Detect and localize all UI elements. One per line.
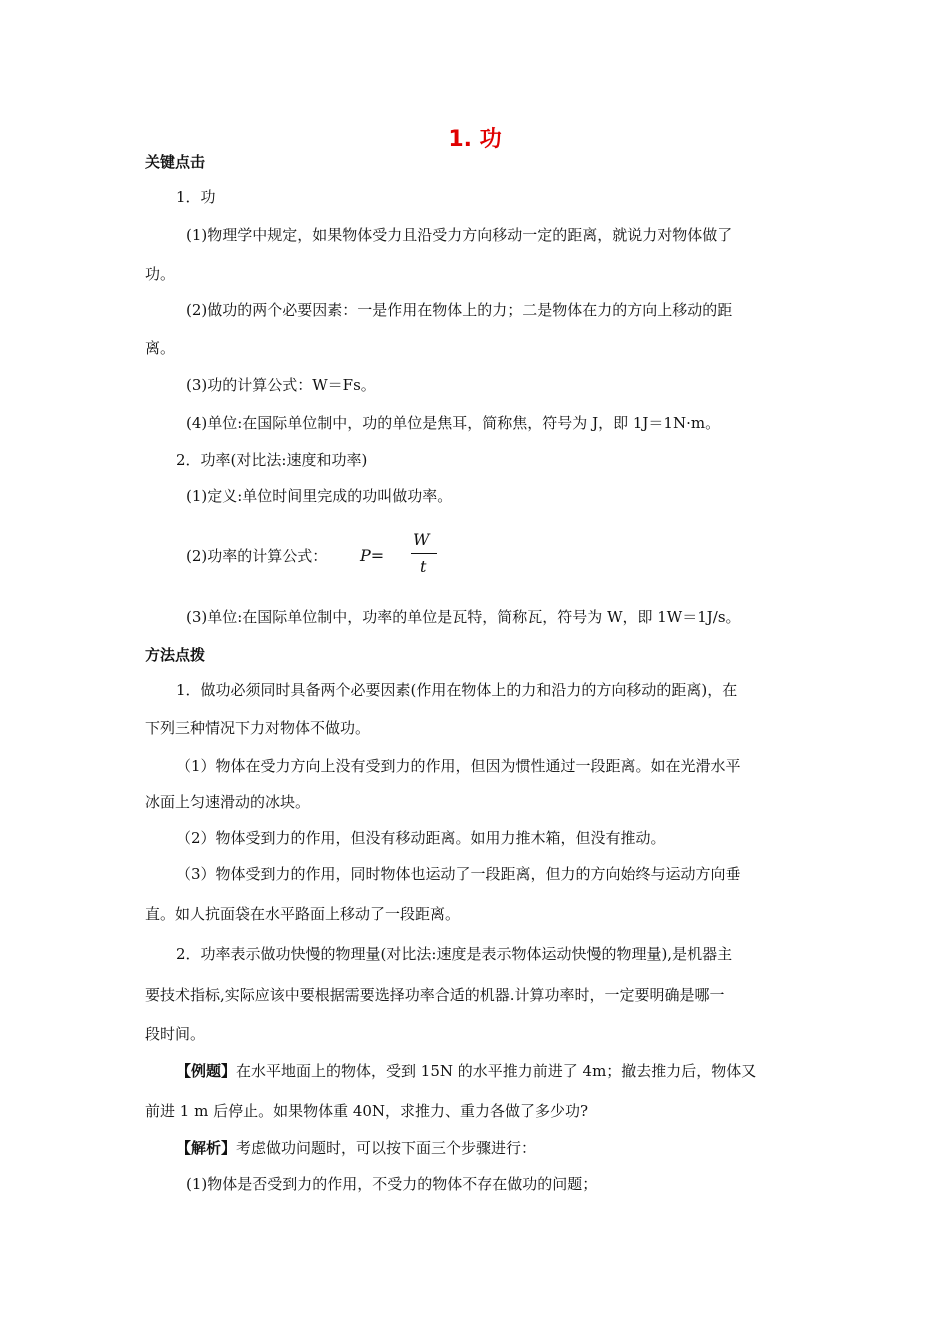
analysis-step-1: (1)物体是否受到力的作用，不受力的物体不存在做功的问题； — [186, 1175, 598, 1193]
method-1a-line-1: （1）物体在受力方向上没有受到力的作用，但因为惯性通过一段距离。如在光滑水平 — [176, 757, 741, 775]
method-2-line-1: 2．功率表示做功快慢的物理量(对比法:速度是表示物体运动快慢的物理量),是机器主 — [176, 945, 733, 963]
page-title: 1. 功 — [448, 127, 502, 152]
key-point-1-1-line-2: 功。 — [145, 265, 176, 283]
method-1-line-1: 1．做功必须同时具备两个必要因素(作用在物体上的力和沿力的方向移动的距离)，在 — [176, 681, 738, 699]
formula-lhs: P= — [360, 546, 385, 565]
formula-numerator: W — [413, 530, 430, 549]
section-heading-methods: 方法点拨 — [145, 646, 206, 664]
example-line-1 — [176, 1061, 841, 1081]
key-point-1-1-line-1: (1)物理学中规定，如果物体受力且沿受力方向移动一定的距离，就说力对物体做了 — [186, 226, 733, 244]
analysis-tag: 【解析】 — [176, 1139, 237, 1157]
power-formula — [360, 530, 450, 578]
method-2-line-2: 要技术指标,实际应该中要根据需要选择功率合适的机器.计算功率时，一定要明确是哪一 — [145, 986, 725, 1004]
method-2-line-3: 段时间。 — [145, 1025, 206, 1043]
method-1a-line-2: 冰面上匀速滑动的冰块。 — [145, 793, 311, 811]
key-point-2-2-label: (2)功率的计算公式： — [186, 547, 328, 565]
method-1c-line-1: （3）物体受到力的作用，同时物体也运动了一段距离，但力的方向始终与运动方向垂 — [176, 865, 741, 883]
key-point-1-2-line-1: (2)做功的两个必要因素：一是作用在物体上的力；二是物体在力的方向上移动的距 — [186, 301, 733, 319]
key-point-item-2-title: 2．功率(对比法:速度和功率) — [176, 451, 368, 469]
section-heading-key-points: 关键点击 — [145, 153, 206, 171]
example-tag: 【例题】 — [176, 1062, 237, 1080]
key-point-item-1-title: 1．功 — [176, 188, 216, 206]
method-1-line-2: 下列三种情况下力对物体不做功。 — [145, 719, 371, 737]
key-point-1-2-line-2: 离。 — [145, 339, 176, 357]
example-line-2: 前进 1 m 后停止。如果物体重 40N，求推力、重力各做了多少功? — [145, 1102, 589, 1120]
fraction-bar — [411, 553, 437, 554]
key-point-2-3: (3)单位:在国际单位制中，功率的单位是瓦特，简称瓦，符号为 W，即 1W＝1J/s。 — [186, 608, 741, 626]
method-1b: （2）物体受到力的作用，但没有移动距离。如用力推木箱，但没有推动。 — [176, 829, 666, 847]
analysis-text: 考虑做功问题时，可以按下面三个步骤进行： — [236, 1139, 537, 1157]
example-text: 在水平地面上的物体，受到 15N 的水平推力前进了 4m；撤去推力后，物体又 — [236, 1062, 757, 1080]
key-point-1-4: (4)单位:在国际单位制中，功的单位是焦耳，简称焦，符号为 J，即 1J＝1N·m。 — [186, 414, 721, 432]
analysis-line — [176, 1138, 841, 1158]
method-1c-line-2: 直。如人抗面袋在水平路面上移动了一段距离。 — [145, 905, 461, 923]
formula-denominator: t — [420, 557, 427, 576]
key-point-1-3: (3)功的计算公式：W＝Fs。 — [186, 376, 376, 394]
key-point-2-1: (1)定义:单位时间里完成的功叫做功率。 — [186, 487, 453, 505]
